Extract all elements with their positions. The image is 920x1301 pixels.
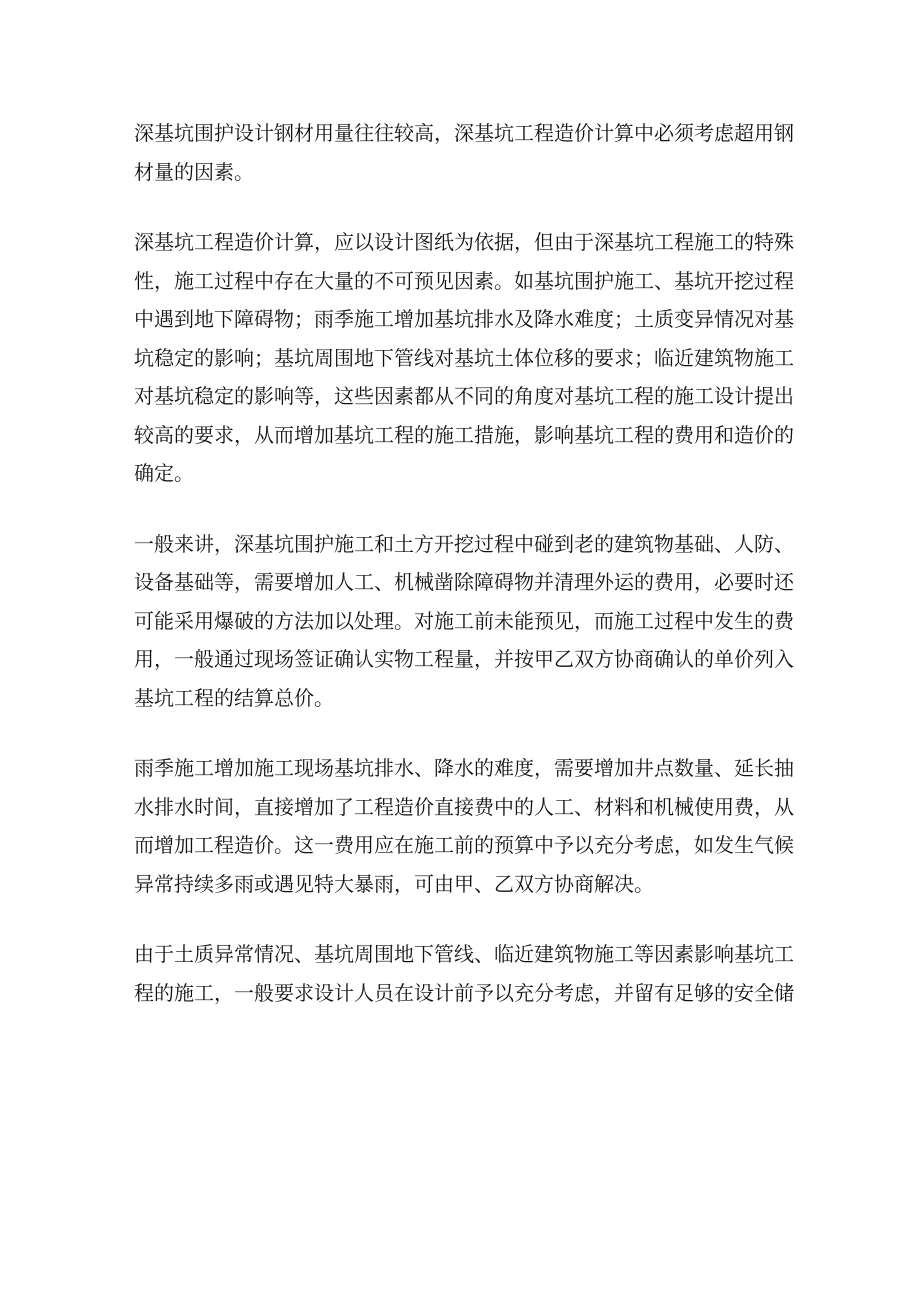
text-line: 中遇到地下障碍物；雨季施工增加基坑排水及降水难度；土质变异情况对基 bbox=[134, 307, 794, 331]
text-line: 对基坑稳定的影响等，这些因素都从不同的角度对基坑工程的施工设计提出 bbox=[134, 384, 794, 408]
text-line: 确定。 bbox=[134, 461, 194, 485]
paragraph-rainy-season bbox=[134, 749, 802, 903]
text-line: 由于土质异常情况、基坑周围地下管线、临近建筑物施工等因素影响基坑工 bbox=[134, 942, 794, 966]
paragraph-obstacle-removal bbox=[134, 525, 802, 718]
text-line: 一般来讲，深基坑围护施工和土方开挖过程中碰到老的建筑物基础、人防、 bbox=[134, 531, 794, 556]
text-line: 水排水时间，直接增加了工程造价直接费中的人工、材料和机械使用费，从 bbox=[134, 794, 794, 819]
text-line: 深基坑围护设计钢材用量往往较高，深基坑工程造价计算中必须考虑超用钢 bbox=[134, 121, 794, 145]
text-line: 材量的因素。 bbox=[134, 159, 254, 184]
paragraph-soil-conditions bbox=[134, 935, 802, 1012]
text-line: 基坑工程的结算总价。 bbox=[134, 685, 334, 710]
text-line: 用，一般通过现场签证确认实物工程量，并按甲乙双方协商确认的单价列入 bbox=[134, 647, 794, 671]
document-body bbox=[134, 114, 802, 1044]
text-line: 程的施工，一般要求设计人员在设计前予以充分考虑，并留有足够的安全储 bbox=[134, 980, 794, 1005]
text-line: 可能采用爆破的方法加以处理。对施工前未能预见，而施工过程中发生的费 bbox=[134, 608, 794, 633]
text-line: 雨季施工增加施工现场基坑排水、降水的难度，需要增加井点数量、延长抽 bbox=[134, 756, 794, 780]
text-line: 坑稳定的影响；基坑周围地下管线对基坑土体位移的要求；临近建筑物施工 bbox=[134, 345, 794, 370]
paragraph-cost-calculation bbox=[134, 223, 802, 493]
text-line: 性，施工过程中存在大量的不可预见因素。如基坑围护施工、基坑开挖过程 bbox=[134, 268, 794, 293]
paragraph-steel-usage bbox=[134, 114, 802, 191]
text-line: 设备基础等，需要增加人工、机械凿除障碍物并清理外运的费用，必要时还 bbox=[134, 570, 794, 594]
text-line: 异常持续多雨或遇见特大暴雨，可由甲、乙双方协商解决。 bbox=[134, 871, 654, 896]
text-line: 深基坑工程造价计算，应以设计图纸为依据，但由于深基坑工程施工的特殊 bbox=[134, 230, 794, 254]
text-line: 而增加工程造价。这一费用应在施工前的预算中予以充分考虑，如发生气候 bbox=[134, 833, 794, 857]
text-line: 较高的要求，从而增加基坑工程的施工措施，影响基坑工程的费用和造价的 bbox=[134, 422, 794, 447]
